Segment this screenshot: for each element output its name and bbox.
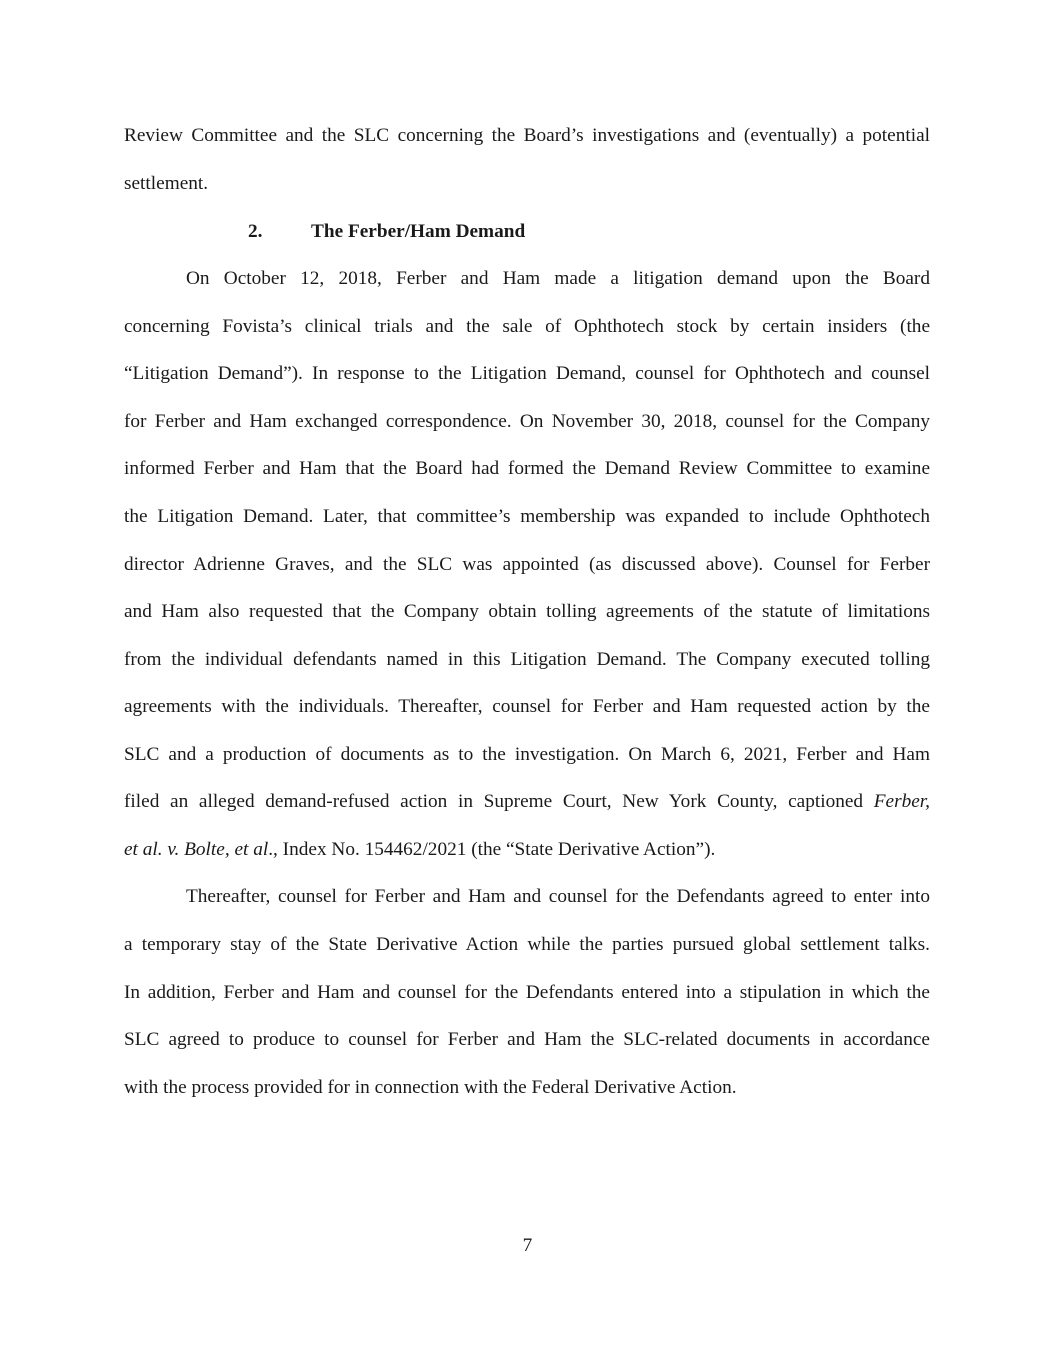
body-text-line: concerning Fovista’s clinical trials and the sale of Ophthotech stock by certain insiders (the [124, 316, 930, 337]
body-text-line: with the process provided for in connection with the Federal Derivative Action. [124, 1077, 737, 1098]
body-text-segment: filed an alleged demand-refused action in Supreme Court, New York County, captioned [124, 791, 874, 812]
body-text-line [124, 838, 930, 862]
section-number: 2. [248, 221, 263, 242]
body-text-line: from the individual defendants named in this Litigation Demand. The Company executed tolling [124, 649, 930, 670]
page-number: 7 [522, 1235, 533, 1256]
section-heading [248, 220, 525, 244]
body-text-line: director Adrienne Graves, and the SLC was appointed (as discussed above). Counsel for Ferber [124, 554, 930, 575]
body-text-line: settlement. [124, 173, 209, 194]
body-text-line: Thereafter, counsel for Ferber and Ham and counsel for the Defendants agreed to enter into [186, 886, 930, 907]
body-text-line: In addition, Ferber and Ham and counsel for the Defendants entered into a stipulation in which the [124, 982, 930, 1003]
body-text-line: agreements with the individuals. Thereafter, counsel for Ferber and Ham requested action by the [124, 696, 930, 717]
body-text-line: the Litigation Demand. Later, that committee’s membership was expanded to include Ophthotech [124, 506, 930, 527]
body-text-line: for Ferber and Ham exchanged correspondence. On November 30, 2018, counsel for the Company [124, 411, 930, 432]
body-text-line: SLC agreed to produce to counsel for Ferber and Ham the SLC-related documents in accordance [124, 1029, 930, 1050]
body-text-line: and Ham also requested that the Company obtain tolling agreements of the statute of limitations [124, 601, 930, 622]
body-text-line: a temporary stay of the State Derivative Action while the parties pursued global settlement talks. [124, 934, 930, 955]
body-text-line: On October 12, 2018, Ferber and Ham made a litigation demand upon the Board [186, 268, 930, 289]
body-text-segment: ., Index No. 154462/2021 (the “State Derivative Action”). [268, 839, 716, 860]
case-caption-italic: Ferber, [873, 791, 930, 812]
section-title: The Ferber/Ham Demand [311, 221, 526, 242]
body-text-line: “Litigation Demand”). In response to the Litigation Demand, counsel for Ophthotech and counsel [124, 363, 930, 384]
body-text-line [124, 790, 930, 814]
case-caption-italic: et al. v. Bolte, et al [124, 839, 269, 860]
body-text-line: Review Committee and the SLC concerning the Board’s investigations and (eventually) a potential [124, 125, 930, 146]
body-text-line: informed Ferber and Ham that the Board had formed the Demand Review Committee to examine [124, 458, 930, 479]
body-text-line: SLC and a production of documents as to the investigation. On March 6, 2021, Ferber and Ham [124, 744, 930, 765]
